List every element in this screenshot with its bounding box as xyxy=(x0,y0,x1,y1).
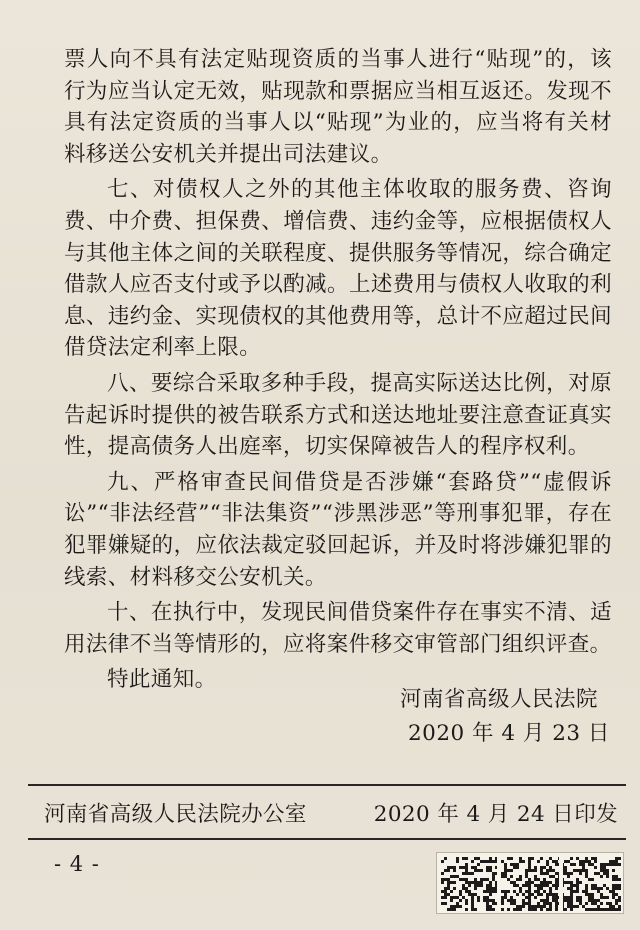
barcode-image xyxy=(436,852,624,914)
paragraph-item-10: 十、在执行中，发现民间借贷案件存在事实不清、适用法律不当等情形的，应将案件移交审管部门组织评查。 xyxy=(64,600,612,657)
issuer-name: 河南省高级人民法院 xyxy=(400,687,599,712)
paragraph-item-9: 九、严格审查民间借贷是否涉嫌“套路贷”“虚假诉讼”“非法经营”“非法集资”“涉黑涉恶”等刑事犯罪，存在犯罪嫌疑的，应依法裁定驳回起诉，并及时将涉嫌犯罪的线索、材料移交公安机关。 xyxy=(64,469,612,590)
footer-bottom-rule xyxy=(28,838,626,840)
signature-block xyxy=(400,683,630,751)
paragraph-closing: 特此通知。 xyxy=(107,667,217,693)
issuing-office: 河南省高级人民法院办公室 xyxy=(44,802,307,827)
paragraph-item-7: 七、对债权人之外的其他主体收取的服务费、咨询费、中介费、担保费、增信费、违约金等，应根据债权人与其他主体之间的关联程度、提供服务等情况，综合确定借款人应否支付或予以酌减。上述费用与债权人收取的利息、违约金、实现债权的其他费用等，总计不应超过民间借贷法定利率上限。 xyxy=(64,177,612,361)
paragraph-item-8: 八、要综合采取多种手段，提高实际送达比例，对原告起诉时提供的被告联系方式和送达地址要注意查证真实性，提高债务人出庭率，切实保障被告人的程序权利。 xyxy=(64,370,612,460)
page-number: - 4 - xyxy=(54,852,100,876)
footer-top-rule xyxy=(28,784,626,786)
print-date: 2020 年 4 月 24 日印发 xyxy=(373,802,618,827)
issue-date: 2020 年 4 月 23 日 xyxy=(408,721,610,746)
paragraph-continuation: 票人向不具有法定贴现资质的当事人进行“贴现”的，该行为应当认定无效，贴现款和票据应当相互返还。发现不具有法定资质的当事人以“贴现”为业的，应当将有关材料移送公安机关并提出司法建议。 xyxy=(64,47,612,167)
document-body xyxy=(64,44,612,700)
barcode-pattern xyxy=(437,853,623,913)
